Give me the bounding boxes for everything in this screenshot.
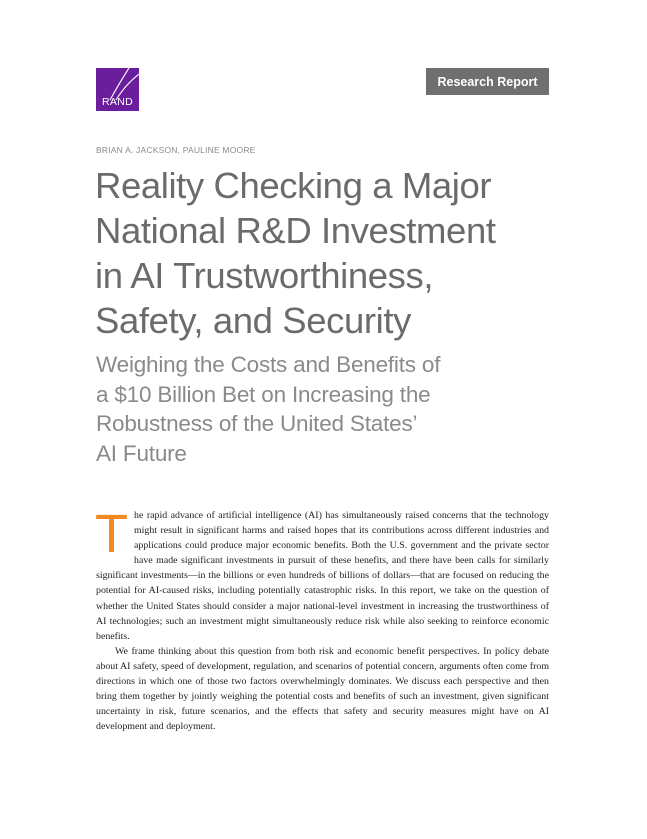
rand-logo (96, 68, 139, 111)
report-title (95, 163, 565, 343)
paragraph-1-text: he rapid advance of artificial intelligence (AI) has simultaneously raised concerns that the technology might result in significant harms and raised hopes that its contributions across different industries and applications could produce major economic benefits. Both the U.S. government and the private sector have made significant investments in pursuit of these benefits, and there have been calls for similarly significant investments—in the billions or even hundreds of billions of dollars—that are focused on reducing the potential for AI-caused risks, including potentially catastrophic risks. In this report, we take on the question of whether the United States should consider a major national-level investment in increasing the trustworthiness of AI technologies; such an investment might simultaneously reduce risk while also seeking to reinforce economic benefits. (96, 510, 549, 642)
paragraph-1 (95, 504, 549, 644)
report-type-badge: Research Report (426, 68, 549, 95)
drop-cap: T (95, 504, 128, 564)
subtitle-line: Robustness of the United States’ (96, 411, 418, 436)
report-subtitle (96, 350, 536, 468)
subtitle-line: AI Future (96, 440, 187, 466)
title-line: Reality Checking a Major (95, 165, 492, 206)
subtitle-line: a $10 Billion Bet on Increasing the (96, 381, 431, 407)
title-line: National R&D Investment (95, 210, 496, 251)
authors: BRIAN A. JACKSON, PAULINE MOORE (96, 145, 256, 155)
body-text (95, 504, 549, 734)
paragraph-2: We frame thinking about this question from both risk and economic benefit perspectives. In policy debate about AI safety, speed of development, regulation, and scenarios of potential concern, arguments often come from directions in which one of those two factors overwhelmingly dominates. We discuss each perspective and then bring them together by jointly weighing the potential costs and benefits of such an investment, given significant uncertainty in risk, future scenarios, and the effects that safety and security measures might have on AI development and deployment. (96, 645, 549, 733)
title-line: in AI Trustworthiness, (95, 255, 434, 296)
subtitle-line: Weighing the Costs and Benefits of (96, 352, 441, 377)
rand-logo-text: RAND (102, 96, 133, 108)
title-line: Safety, and Security (95, 300, 411, 341)
